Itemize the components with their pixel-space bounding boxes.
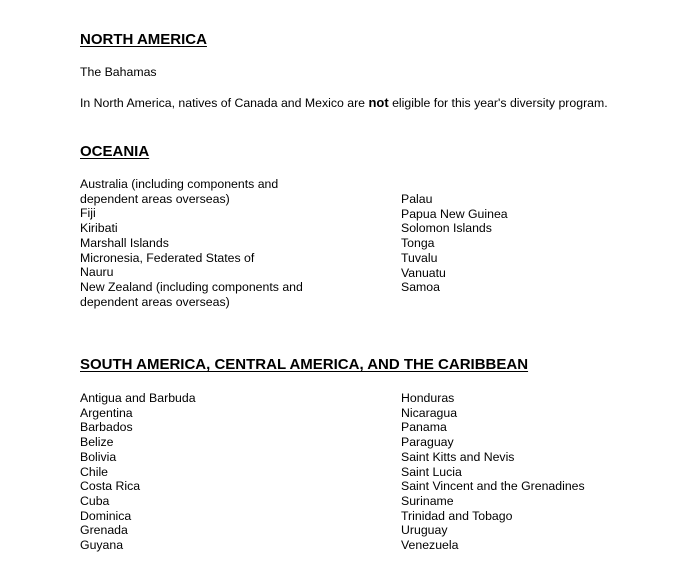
country-list-item: Nicaragua	[401, 405, 458, 420]
country-list-item: New Zealand (including components and	[80, 279, 303, 294]
section-heading-north-america: NORTH AMERICA	[80, 31, 207, 48]
country-list-item: Argentina	[80, 405, 133, 420]
north-america-note	[80, 95, 608, 111]
country-list-item: Fiji	[80, 206, 96, 221]
country-list-item: Nauru	[80, 265, 114, 280]
country-list-item: Paraguay	[401, 435, 454, 450]
country-list-item: Micronesia, Federated States of	[80, 250, 255, 265]
country-list-item: Honduras	[401, 391, 455, 405]
country-list-item: Vanuatu	[401, 265, 446, 280]
country-list-item: Marshall Islands	[80, 235, 169, 250]
oceania-list-left	[80, 177, 303, 309]
country-list-item: Guyana	[80, 538, 124, 553]
country-list-item: Dominica	[80, 508, 132, 523]
country-list-item: Solomon Islands	[401, 221, 492, 236]
country-list-item: dependent areas overseas)	[80, 191, 230, 206]
country-list-item: Grenada	[80, 523, 128, 538]
note-text-end: eligible for this year's diversity program.	[388, 96, 608, 110]
country-list-item: Kiribati	[80, 221, 118, 236]
note-text-start: In North America, natives of Canada and Mexico are	[80, 96, 369, 110]
country-list-item: Bolivia	[80, 449, 117, 464]
south-america-list-right	[401, 391, 585, 553]
country-list-item: Tuvalu	[401, 250, 438, 265]
section-heading-oceania: OCEANIA	[80, 143, 150, 160]
country-list-item: Uruguay	[401, 523, 448, 538]
oceania-list-right	[401, 192, 508, 295]
country-list-item: Suriname	[401, 493, 454, 508]
country-list-item: Costa Rica	[80, 479, 141, 494]
country-list-item: Saint Kitts and Nevis	[401, 449, 515, 464]
north-america-country: The Bahamas	[80, 65, 157, 79]
country-list-item: dependent areas overseas)	[80, 294, 230, 309]
country-list-item: Saint Vincent and the Grenadines	[401, 479, 585, 494]
south-america-list-left	[80, 391, 196, 553]
country-list-item: Trinidad and Tobago	[401, 508, 513, 523]
country-list-item: Barbados	[80, 420, 133, 435]
country-list-item: Australia (including components and	[80, 177, 279, 191]
country-list-item: Papua New Guinea	[401, 206, 508, 221]
country-list-item: Antigua and Barbuda	[80, 391, 196, 405]
note-emphasis: not	[368, 95, 389, 110]
country-list-item: Belize	[80, 435, 114, 450]
country-list-item: Chile	[80, 464, 109, 479]
country-list-item: Venezuela	[401, 538, 459, 553]
country-list-item: Panama	[401, 420, 447, 435]
country-list-item: Samoa	[401, 280, 440, 295]
section-heading-south-central-america-caribbean: SOUTH AMERICA, CENTRAL AMERICA, AND THE CARIBBEAN	[80, 356, 529, 373]
country-list-item: Tonga	[401, 236, 435, 251]
country-list-item: Palau	[401, 192, 433, 206]
country-list-item: Saint Lucia	[401, 464, 462, 479]
country-list-item: Cuba	[80, 493, 110, 508]
